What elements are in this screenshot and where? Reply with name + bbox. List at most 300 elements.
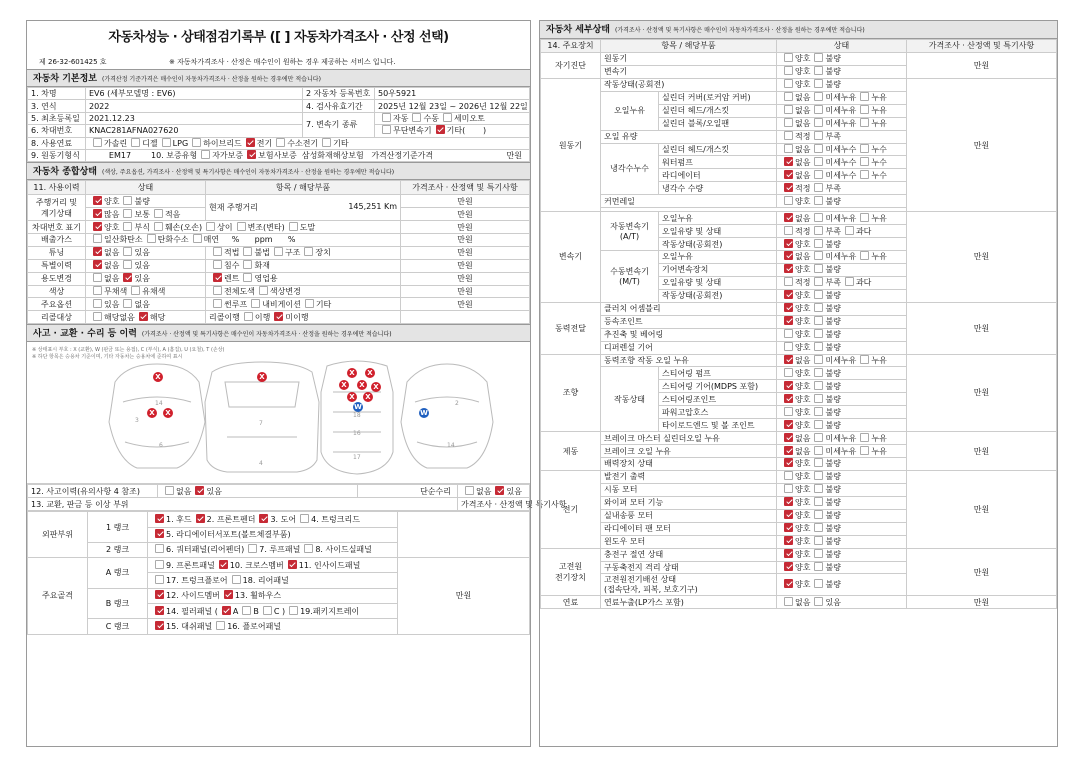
checkbox-checked[interactable] bbox=[288, 560, 297, 569]
opt: 미세누유 bbox=[825, 106, 857, 116]
opt: 있음 bbox=[825, 597, 841, 607]
checkbox-checked[interactable] bbox=[784, 239, 793, 248]
unit: 만원 bbox=[401, 259, 530, 272]
opt: 양호 bbox=[795, 54, 811, 64]
checkbox[interactable] bbox=[213, 299, 222, 308]
opt: 불량 bbox=[825, 368, 841, 378]
checkbox-checked[interactable] bbox=[784, 458, 793, 467]
rank-label: 1 랭크 bbox=[88, 512, 148, 543]
legend-note: ※ 하단 항목은 승용차 기준이며, 기타 자동차는 승용차에 준하여 표시 bbox=[32, 354, 183, 361]
opt: 장치 bbox=[315, 248, 331, 258]
item: 배력장치 상태 bbox=[601, 458, 777, 471]
sub-group: 자동변속기 bbox=[610, 222, 649, 232]
checkbox[interactable] bbox=[243, 247, 252, 256]
opt: 10. 크로스멤버 bbox=[229, 560, 284, 570]
unit: 만원 bbox=[907, 78, 1057, 211]
checkbox[interactable] bbox=[784, 226, 793, 235]
checkbox[interactable] bbox=[201, 150, 210, 159]
checkbox[interactable] bbox=[860, 433, 869, 442]
checkbox[interactable] bbox=[443, 113, 452, 122]
checkbox[interactable] bbox=[814, 105, 823, 114]
checkbox-checked[interactable] bbox=[784, 157, 793, 166]
opt: 누유 bbox=[871, 355, 887, 365]
exchange-mark-icon: X bbox=[147, 408, 157, 418]
checkbox[interactable] bbox=[814, 497, 823, 506]
opt: 없음 bbox=[134, 299, 150, 309]
checkbox-checked[interactable] bbox=[784, 549, 793, 558]
checkbox[interactable] bbox=[154, 222, 163, 231]
opt: 양호 bbox=[795, 498, 811, 508]
opt: 불량 bbox=[825, 196, 841, 206]
checkbox-checked[interactable] bbox=[93, 222, 102, 231]
checkbox-checked[interactable] bbox=[247, 150, 256, 159]
checkbox[interactable] bbox=[814, 579, 823, 588]
checkbox[interactable] bbox=[814, 523, 823, 532]
checkbox[interactable] bbox=[382, 113, 391, 122]
opt: 양호 bbox=[795, 562, 811, 572]
checkbox[interactable] bbox=[784, 66, 793, 75]
left-panel bbox=[26, 20, 567, 747]
checkbox-checked[interactable] bbox=[155, 514, 164, 523]
opt: 없음 bbox=[176, 486, 192, 496]
checkbox[interactable] bbox=[93, 138, 102, 147]
part-num: 17 bbox=[353, 454, 361, 462]
checkbox-checked[interactable] bbox=[155, 621, 164, 630]
checkbox[interactable] bbox=[814, 251, 823, 260]
opt: 불량 bbox=[825, 394, 841, 404]
item: 오일유량 및 상태 bbox=[659, 225, 777, 238]
checkbox[interactable] bbox=[300, 514, 309, 523]
checkbox[interactable] bbox=[784, 105, 793, 114]
opt: 양호 bbox=[795, 537, 811, 547]
checkbox-checked[interactable] bbox=[495, 486, 504, 495]
checkbox[interactable] bbox=[814, 562, 823, 571]
checkbox-checked[interactable] bbox=[784, 251, 793, 260]
item: 구동축전지 격리 상태 bbox=[601, 561, 777, 574]
checkbox-checked[interactable] bbox=[213, 273, 222, 282]
checkbox[interactable] bbox=[814, 157, 823, 166]
opt: 있음 bbox=[506, 486, 522, 496]
checkbox-checked[interactable] bbox=[224, 590, 233, 599]
checkbox[interactable] bbox=[784, 368, 793, 377]
checkbox-checked[interactable] bbox=[784, 316, 793, 325]
opt: 8. 사이드실패널 bbox=[315, 545, 372, 555]
opt: 내비게이션 bbox=[262, 299, 301, 309]
checkbox[interactable] bbox=[155, 560, 164, 569]
row-label: 차대번호 표기 bbox=[28, 221, 86, 234]
opt: 이행 bbox=[254, 312, 271, 322]
checkbox[interactable] bbox=[276, 138, 285, 147]
checkbox[interactable] bbox=[814, 303, 823, 312]
checkbox[interactable] bbox=[382, 125, 391, 134]
checkbox[interactable] bbox=[304, 544, 313, 553]
basic-sub: (가격산정 기준가격은 매수인이 자동차가격조사 · 산정을 원하는 경우에만 적습니다) bbox=[102, 76, 321, 83]
checkbox[interactable] bbox=[93, 273, 102, 282]
part-num: 18 bbox=[353, 412, 361, 420]
checkbox[interactable] bbox=[814, 446, 823, 455]
item: 실린더 커버(로커암 커버) bbox=[659, 91, 777, 104]
item: 윈도우 모터 bbox=[601, 535, 777, 548]
opt: 양호 bbox=[795, 317, 811, 327]
checkbox[interactable] bbox=[289, 222, 298, 231]
checkbox[interactable] bbox=[860, 157, 869, 166]
checkbox[interactable] bbox=[814, 597, 823, 606]
checkbox-checked[interactable] bbox=[784, 510, 793, 519]
opt: 없음 bbox=[795, 144, 811, 154]
item: 스티어링 기어(MDPS 포함) bbox=[659, 380, 777, 393]
checkbox[interactable] bbox=[814, 277, 823, 286]
unit: 만원 bbox=[401, 208, 530, 221]
checkbox[interactable] bbox=[131, 138, 140, 147]
checkbox[interactable] bbox=[814, 226, 823, 235]
checkbox[interactable] bbox=[192, 138, 201, 147]
sub-group: 오일누유 bbox=[601, 91, 659, 130]
opt: 과다 bbox=[855, 278, 872, 288]
opt: 양호 bbox=[795, 80, 811, 90]
checkbox[interactable] bbox=[860, 144, 869, 153]
checkbox[interactable] bbox=[784, 92, 793, 101]
checkbox-checked[interactable] bbox=[784, 290, 793, 299]
checkbox-checked[interactable] bbox=[123, 273, 132, 282]
item: 타이로드엔드 및 볼 조인트 bbox=[659, 419, 777, 432]
checkbox-checked[interactable] bbox=[784, 303, 793, 312]
opt: 불량 bbox=[825, 472, 841, 482]
unit: 만원 bbox=[401, 298, 530, 311]
checkbox[interactable] bbox=[155, 544, 164, 553]
checkbox-checked[interactable] bbox=[784, 264, 793, 273]
checkbox[interactable] bbox=[412, 113, 421, 122]
checkbox[interactable] bbox=[814, 433, 823, 442]
opt: 구조 bbox=[284, 248, 301, 258]
checkbox-checked[interactable] bbox=[784, 536, 793, 545]
checkbox[interactable] bbox=[263, 606, 272, 615]
parts-table bbox=[27, 511, 530, 634]
checkbox[interactable] bbox=[814, 213, 823, 222]
checkbox[interactable] bbox=[814, 264, 823, 273]
opt: 6. 쿼터패널(리어펜더) bbox=[166, 545, 245, 555]
checkbox[interactable] bbox=[155, 575, 164, 584]
sub-group: (M/T) bbox=[619, 277, 640, 287]
opt: 상이 bbox=[217, 222, 233, 232]
checkbox[interactable] bbox=[784, 329, 793, 338]
opt: 불량 bbox=[825, 317, 841, 327]
checkbox-checked[interactable] bbox=[195, 486, 204, 495]
opt: 디젤 bbox=[142, 138, 158, 148]
checkbox-checked[interactable] bbox=[784, 446, 793, 455]
opt: 누유 bbox=[871, 119, 887, 129]
checkbox[interactable] bbox=[165, 486, 174, 495]
opt: 적정 bbox=[795, 278, 811, 288]
checkbox[interactable] bbox=[860, 170, 869, 179]
checkbox[interactable] bbox=[814, 381, 823, 390]
checkbox[interactable] bbox=[814, 79, 823, 88]
checkbox[interactable] bbox=[860, 355, 869, 364]
checkbox[interactable] bbox=[814, 420, 823, 429]
checkbox[interactable] bbox=[162, 138, 171, 147]
item: 브레이크 오일 누유 bbox=[601, 445, 777, 458]
exchange-mark-icon: X bbox=[339, 380, 349, 390]
checkbox[interactable] bbox=[784, 131, 793, 140]
checkbox[interactable] bbox=[259, 286, 268, 295]
checkbox[interactable] bbox=[123, 299, 132, 308]
checkbox[interactable] bbox=[154, 209, 163, 218]
checkbox-checked[interactable] bbox=[784, 562, 793, 571]
checkbox[interactable] bbox=[814, 53, 823, 62]
opt: 불량 bbox=[825, 524, 841, 534]
checkbox-checked[interactable] bbox=[155, 606, 164, 615]
checkbox[interactable] bbox=[814, 316, 823, 325]
opt: 누유 bbox=[871, 252, 887, 262]
checkbox-checked[interactable] bbox=[784, 579, 793, 588]
checkbox-checked[interactable] bbox=[784, 394, 793, 403]
checkbox[interactable] bbox=[274, 247, 283, 256]
checkbox-checked[interactable] bbox=[219, 560, 228, 569]
sub-group: (A/T) bbox=[619, 232, 640, 242]
checkbox[interactable] bbox=[814, 329, 823, 338]
opt: 11. 인사이드패널 bbox=[298, 560, 361, 570]
checkbox[interactable] bbox=[123, 247, 132, 256]
checkbox[interactable] bbox=[93, 299, 102, 308]
opt: 양호 bbox=[795, 550, 811, 560]
checkbox[interactable] bbox=[322, 138, 331, 147]
opt: 미세누수 bbox=[825, 157, 857, 167]
checkbox[interactable] bbox=[814, 471, 823, 480]
checkbox[interactable] bbox=[93, 312, 102, 321]
opt: 양호 bbox=[795, 381, 811, 391]
checkbox[interactable] bbox=[784, 342, 793, 351]
opt: 과다 bbox=[855, 226, 872, 236]
checkbox[interactable] bbox=[206, 222, 215, 231]
opt: 기타 bbox=[333, 138, 349, 148]
checkbox[interactable] bbox=[304, 247, 313, 256]
checkbox[interactable] bbox=[237, 222, 246, 231]
opt: 없음 bbox=[476, 486, 492, 496]
checkbox[interactable] bbox=[193, 234, 202, 243]
opt: 불량 bbox=[825, 265, 841, 275]
opt: LPG bbox=[172, 138, 189, 148]
col-header: 항목 / 해당부품 bbox=[601, 40, 777, 53]
opt: 누유 bbox=[871, 213, 887, 223]
checkbox[interactable] bbox=[860, 118, 869, 127]
checkbox-checked[interactable] bbox=[784, 213, 793, 222]
checkbox[interactable] bbox=[860, 213, 869, 222]
checkbox-checked[interactable] bbox=[196, 514, 205, 523]
checkbox[interactable] bbox=[814, 92, 823, 101]
checkbox[interactable] bbox=[216, 621, 225, 630]
detail-sub: (가격조사 · 산정액 및 특기사항은 매수인이 자동차가격조사 · 산정을 원하는 경우에만 적습니다) bbox=[615, 27, 865, 34]
checkbox-checked[interactable] bbox=[784, 381, 793, 390]
checkbox[interactable] bbox=[242, 606, 251, 615]
checkbox[interactable] bbox=[147, 234, 156, 243]
checkbox[interactable] bbox=[248, 544, 257, 553]
opt: 18. 리어패널 bbox=[242, 576, 289, 586]
checkbox[interactable] bbox=[860, 92, 869, 101]
opt: 15. 대쉬패널 bbox=[166, 621, 213, 631]
opt: 색상변경 bbox=[269, 287, 301, 297]
checkbox[interactable] bbox=[814, 170, 823, 179]
opt: 양호 bbox=[104, 196, 120, 206]
opt: B bbox=[253, 606, 259, 616]
checkbox[interactable] bbox=[814, 144, 823, 153]
checkbox[interactable] bbox=[814, 239, 823, 248]
value: 2021.12.23 bbox=[86, 112, 303, 124]
opt: 보통 bbox=[134, 209, 150, 219]
checkbox-checked[interactable] bbox=[784, 183, 793, 192]
checkbox-checked[interactable] bbox=[155, 590, 164, 599]
opt: 기타( bbox=[446, 126, 466, 136]
opt: 적정 bbox=[795, 226, 811, 236]
unit: 만원 bbox=[907, 212, 1057, 303]
checkbox[interactable] bbox=[814, 183, 823, 192]
checkbox[interactable] bbox=[814, 355, 823, 364]
unit: 만원 bbox=[401, 246, 530, 259]
checkbox[interactable] bbox=[123, 196, 132, 205]
checkbox[interactable] bbox=[784, 277, 793, 286]
checkbox[interactable] bbox=[814, 458, 823, 467]
checkbox[interactable] bbox=[93, 234, 102, 243]
checkbox[interactable] bbox=[131, 286, 140, 295]
checkbox[interactable] bbox=[814, 118, 823, 127]
group-label: 주요골격 bbox=[28, 558, 88, 634]
checkbox[interactable] bbox=[860, 105, 869, 114]
opt: 없음 bbox=[104, 261, 120, 271]
checkbox[interactable] bbox=[213, 286, 222, 295]
checkbox[interactable] bbox=[814, 290, 823, 299]
item: 등속조인트 bbox=[601, 315, 777, 328]
unit: % bbox=[231, 235, 240, 245]
checkbox[interactable] bbox=[784, 597, 793, 606]
checkbox[interactable] bbox=[860, 446, 869, 455]
checkbox-checked[interactable] bbox=[784, 523, 793, 532]
opt: 미세누수 bbox=[825, 170, 857, 180]
unit: 만원 bbox=[907, 302, 1057, 354]
opt: 부족 bbox=[825, 278, 841, 288]
checkbox[interactable] bbox=[814, 66, 823, 75]
checkbox[interactable] bbox=[814, 407, 823, 416]
opt: 불법 bbox=[254, 248, 270, 258]
item: 오일누유 bbox=[659, 212, 777, 225]
checkbox-checked[interactable] bbox=[784, 420, 793, 429]
item: 시동 모터 bbox=[601, 483, 777, 496]
opt: 누수 bbox=[871, 144, 887, 154]
checkbox[interactable] bbox=[244, 312, 253, 321]
checkbox[interactable] bbox=[289, 606, 298, 615]
checkbox[interactable] bbox=[784, 53, 793, 62]
group-label: 외판부위 bbox=[28, 512, 88, 558]
opt: 부족 bbox=[825, 132, 841, 142]
checkbox-checked[interactable] bbox=[93, 209, 102, 218]
item: 오일누유 bbox=[659, 251, 777, 264]
checkbox-checked[interactable] bbox=[222, 606, 231, 615]
opt: 양호 bbox=[795, 485, 811, 495]
opt: 렌트 bbox=[224, 274, 240, 284]
opt: 미세누수 bbox=[825, 144, 857, 154]
checkbox[interactable] bbox=[814, 484, 823, 493]
opt: 없음 bbox=[795, 597, 811, 607]
checkbox[interactable] bbox=[123, 222, 132, 231]
checkbox[interactable] bbox=[243, 273, 252, 282]
checkbox[interactable] bbox=[814, 368, 823, 377]
opt: 미세누유 bbox=[825, 213, 857, 223]
value: 2025년 12월 23일 ~ 2026년 12월 22일 bbox=[375, 100, 530, 112]
checkbox[interactable] bbox=[784, 484, 793, 493]
checkbox[interactable] bbox=[784, 471, 793, 480]
checkbox-checked[interactable] bbox=[784, 497, 793, 506]
checkbox-checked[interactable] bbox=[436, 125, 445, 134]
checkbox[interactable] bbox=[213, 260, 222, 269]
opt: 양호 bbox=[795, 420, 811, 430]
accident-header bbox=[27, 324, 530, 342]
checkbox-checked[interactable] bbox=[246, 138, 255, 147]
checkbox[interactable] bbox=[93, 286, 102, 295]
checkbox-checked[interactable] bbox=[155, 529, 164, 538]
checkbox-checked[interactable] bbox=[784, 433, 793, 442]
checkbox[interactable] bbox=[845, 277, 854, 286]
checkbox[interactable] bbox=[814, 196, 823, 205]
checkbox-checked[interactable] bbox=[93, 247, 102, 256]
checkbox-checked[interactable] bbox=[784, 170, 793, 179]
col-header: 상태 bbox=[777, 40, 907, 53]
checkbox[interactable] bbox=[465, 486, 474, 495]
basic-info-header bbox=[27, 69, 530, 87]
item: 클러치 어셈블리 bbox=[601, 302, 777, 315]
opt: 없음 bbox=[795, 119, 811, 129]
opt: A bbox=[232, 606, 239, 616]
checkbox[interactable] bbox=[251, 299, 260, 308]
exchange-mark-icon: X bbox=[363, 392, 373, 402]
opt: 있음 bbox=[134, 261, 150, 271]
checkbox[interactable] bbox=[123, 260, 132, 269]
checkbox[interactable] bbox=[814, 131, 823, 140]
checkbox-checked[interactable] bbox=[93, 260, 102, 269]
checkbox-checked[interactable] bbox=[784, 355, 793, 364]
checkbox[interactable] bbox=[814, 510, 823, 519]
checkbox[interactable] bbox=[213, 247, 222, 256]
checkbox[interactable] bbox=[305, 299, 314, 308]
checkbox[interactable] bbox=[814, 394, 823, 403]
checkbox[interactable] bbox=[860, 251, 869, 260]
checkbox-checked[interactable] bbox=[139, 312, 148, 321]
checkbox[interactable] bbox=[123, 209, 132, 218]
opt: 적정 bbox=[795, 183, 811, 193]
checkbox[interactable] bbox=[814, 536, 823, 545]
row-label: 용도변경 bbox=[28, 272, 86, 285]
checkbox[interactable] bbox=[243, 260, 252, 269]
item: 원동기 bbox=[601, 52, 777, 65]
checkbox-checked[interactable] bbox=[274, 312, 283, 321]
checkbox[interactable] bbox=[784, 118, 793, 127]
part-num: 6 bbox=[159, 442, 163, 450]
checkbox[interactable] bbox=[784, 407, 793, 416]
opt: 불량 bbox=[825, 511, 841, 521]
opt: 화재 bbox=[254, 261, 270, 271]
unit: 만원 bbox=[907, 470, 1057, 548]
checkbox[interactable] bbox=[784, 79, 793, 88]
checkbox-checked[interactable] bbox=[259, 514, 268, 523]
label: 9. 원동기형식 bbox=[28, 149, 86, 161]
checkbox[interactable] bbox=[814, 342, 823, 351]
opt: 불량 bbox=[825, 330, 841, 340]
checkbox-checked[interactable] bbox=[93, 196, 102, 205]
checkbox[interactable] bbox=[232, 575, 241, 584]
checkbox[interactable] bbox=[845, 226, 854, 235]
checkbox[interactable] bbox=[814, 549, 823, 558]
checkbox[interactable] bbox=[784, 144, 793, 153]
opt: 불량 bbox=[825, 498, 841, 508]
checkbox[interactable] bbox=[784, 196, 793, 205]
col-header: 가격조사 · 산정액 및 특기사항 bbox=[907, 40, 1057, 53]
item: 실린더 헤드/개스킷 bbox=[659, 104, 777, 117]
